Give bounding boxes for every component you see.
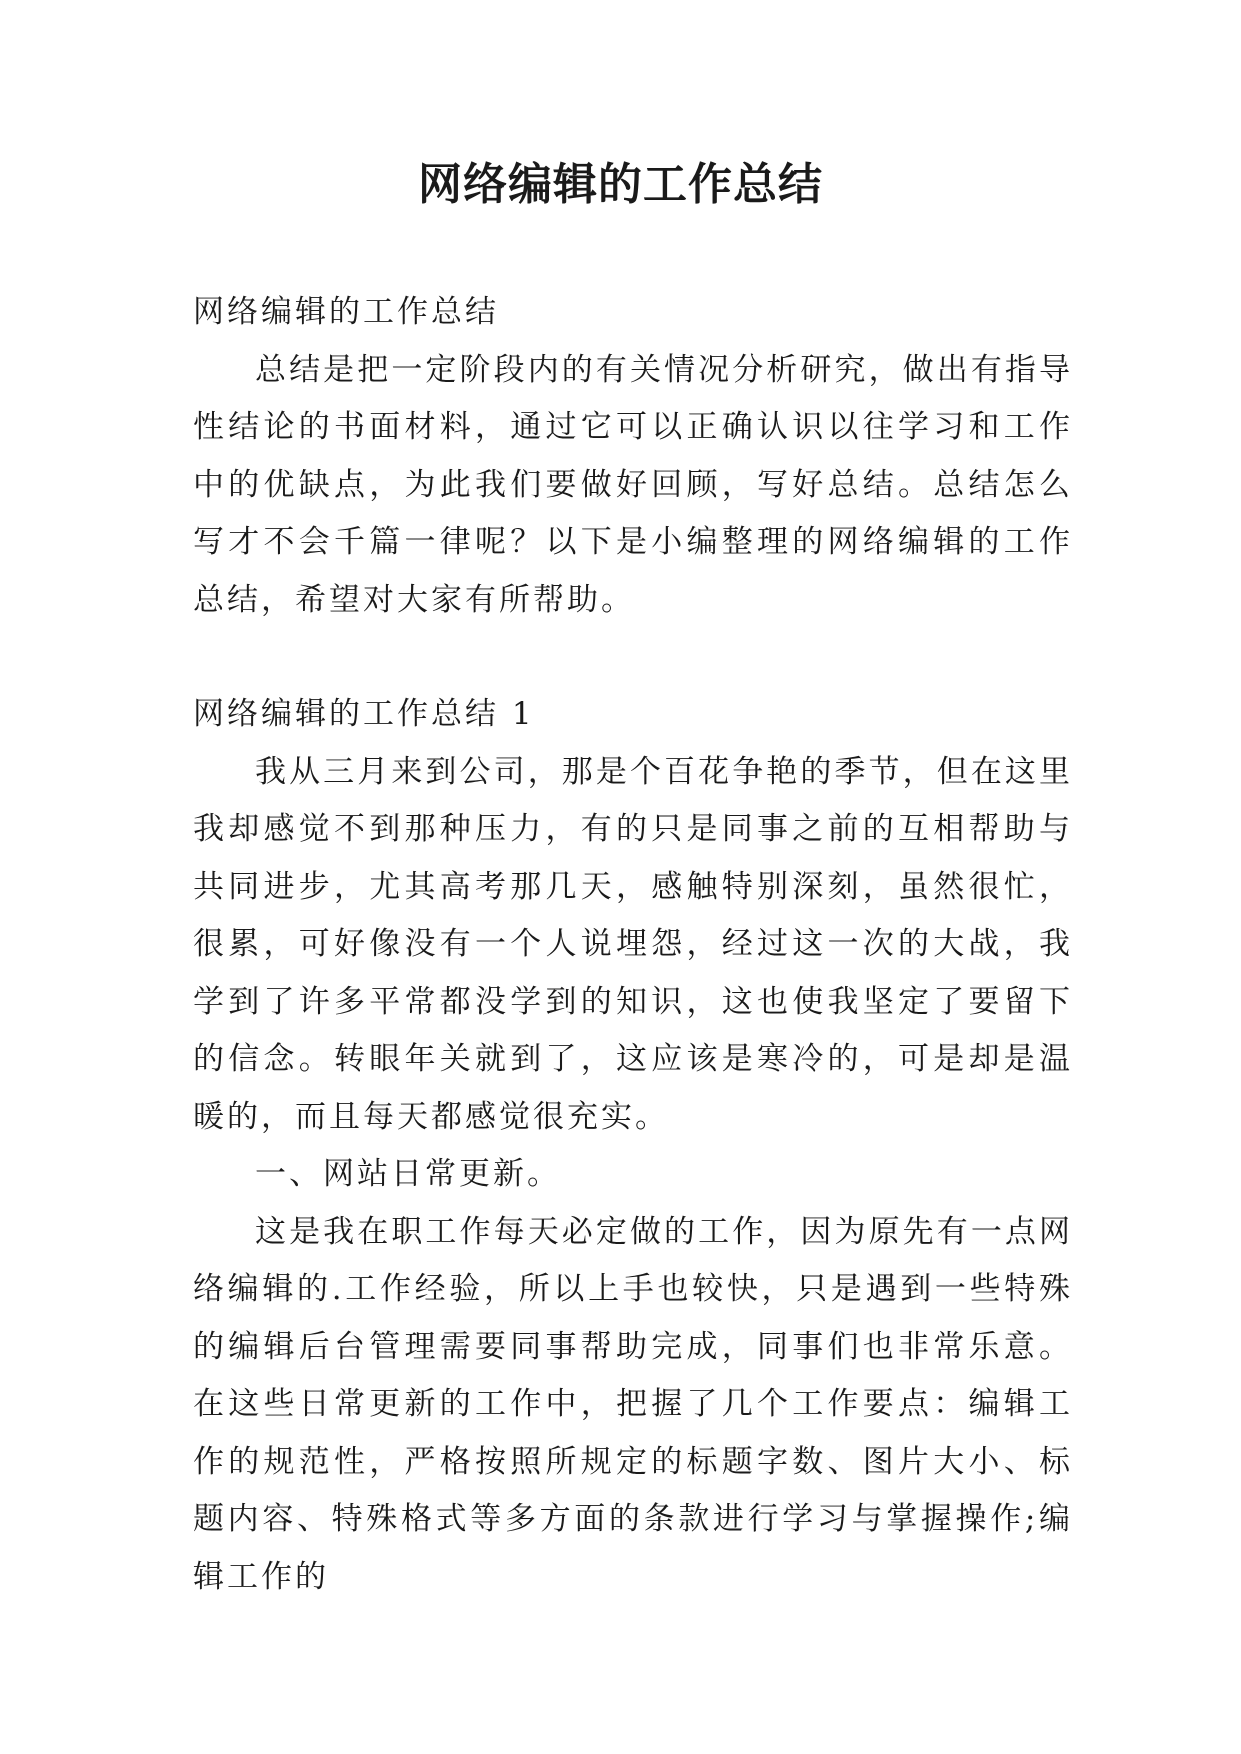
document-body xyxy=(193,284,1073,1606)
document-title: 网络编辑的工作总结 xyxy=(418,159,823,210)
intro-paragraph: 总结是把一定阶段内的有关情况分析研究，做出有指导性结论的书面材料，通过它可以正确认识以往学习和工作中的优缺点，为此我们要做好回顾，写好总结。总结怎么写才不会千篇一律呢？以下是小编整理的网络编辑的工作总结，希望对大家有所帮助。 xyxy=(193,351,1073,618)
section1-paragraph-1: 我从三月来到公司，那是个百花争艳的季节，但在这里我却感觉不到那种压力，有的只是同事之前的互相帮助与共同进步，尤其高考那几天，感触特别深刻，虽然很忙，很累，可好像没有一个人说埋怨，经过这一次的大战，我学到了许多平常都没学到的知识，这也使我坚定了要留下的信念。转眼年关就到了，这应该是寒冷的，可是却是温暖的，而且每天都感觉很充实。 xyxy=(193,753,1073,1135)
section1-heading: 网络编辑的工作总结 1 xyxy=(193,696,535,732)
intro-heading: 网络编辑的工作总结 xyxy=(193,294,499,330)
section1-paragraph-2: 这是我在职工作每天必定做的工作，因为原先有一点网络编辑的.工作经验，所以上手也较快，只是遇到一些特殊的编辑后台管理需要同事帮助完成，同事们也非常乐意。在这些日常更新的工作中，把握了几个工作要点：编辑工作的规范性，严格按照所规定的标题字数、图片大小、标题内容、特殊格式等多方面的条款进行学习与掌握操作;编辑工作的 xyxy=(193,1213,1073,1595)
section1-item-1: 一、网站日常更新。 xyxy=(255,1156,561,1192)
section-spacer xyxy=(193,629,1073,686)
